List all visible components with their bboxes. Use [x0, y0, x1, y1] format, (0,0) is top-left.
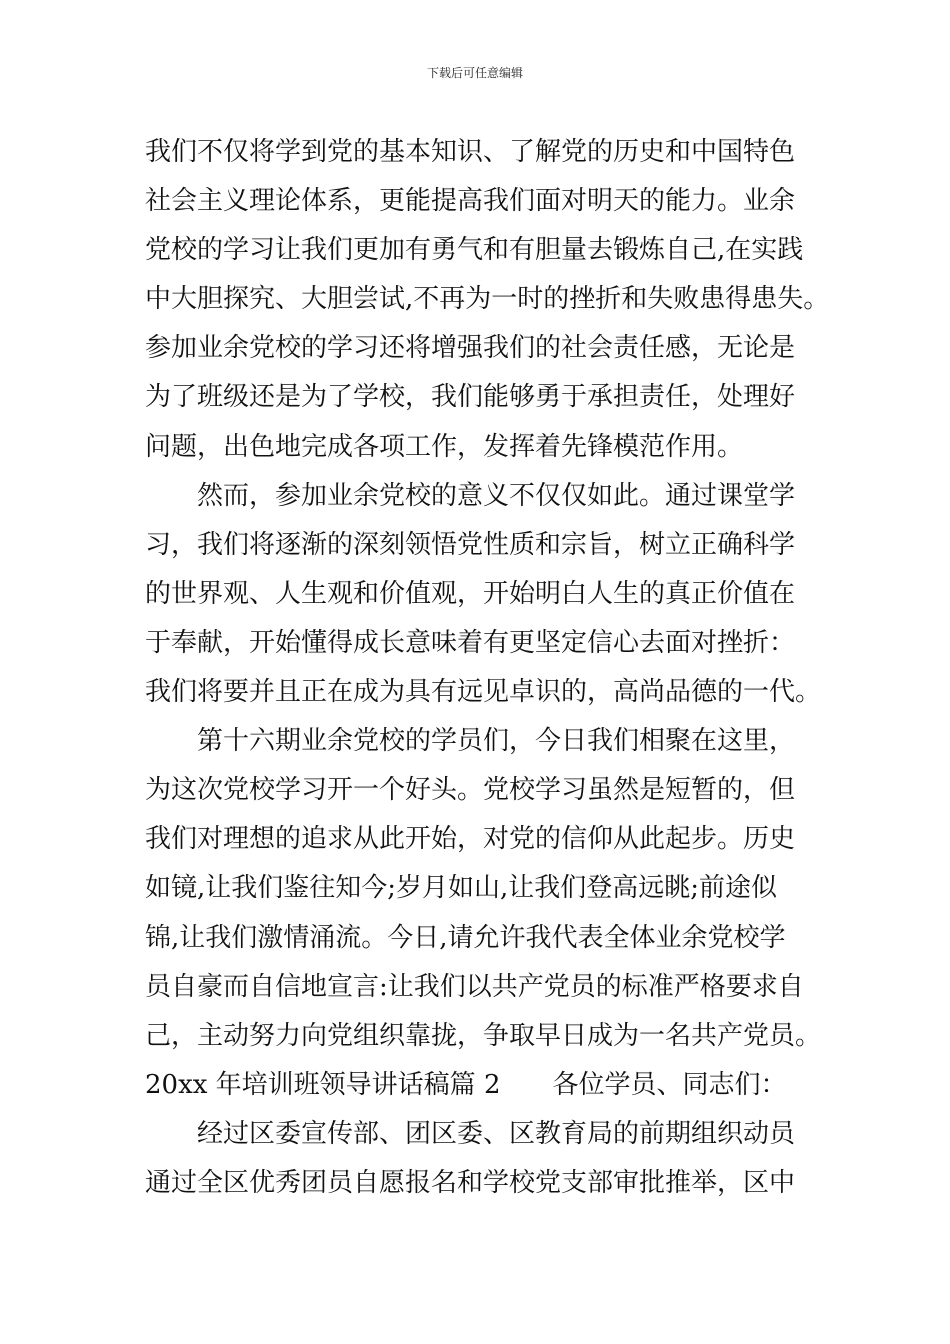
- text-line: 问题，出色地完成各项工作，发挥着先锋模范作用。: [145, 431, 744, 462]
- text-line: 我们将要并且正在成为具有远见卓识的，高尚品德的一代。: [145, 677, 822, 708]
- text-line: 为了班级还是为了学校，我们能够勇于承担责任，处理好: [145, 382, 796, 413]
- text-line: 于奉献，开始懂得成长意味着有更坚定信心去面对挫折：: [145, 627, 796, 658]
- text-line: 我们不仅将学到党的基本知识、了解党的历史和中国特色: [145, 137, 796, 167]
- text-line: 党校的学习让我们更加有勇气和有胆量去锻炼自己,在实践: [145, 235, 804, 266]
- text-line: 员自豪而自信地宣言:让我们以共产党员的标准严格要求自: [145, 971, 804, 1002]
- page-header: 下载后可任意编辑: [426, 66, 523, 80]
- text-line: 如镜,让我们鉴往知今;岁月如山,让我们登高远眺;前途似: [145, 873, 778, 904]
- text-line: 为这次党校学习开一个好头。党校学习虽然是短暂的，但: [145, 775, 796, 806]
- paragraph-start-line: 经过区委宣传部、团区委、区教育局的前期组织动员: [197, 1118, 796, 1149]
- text-line: 习，我们将逐渐的深刻领悟党性质和宗旨，树立正确科学: [145, 529, 796, 560]
- paragraph-start-line: 第十六期业余党校的学员们，今日我们相聚在这里，: [197, 726, 796, 757]
- text-line: 通过全区优秀团员自愿报名和学校党支部审批推举，区中: [145, 1167, 796, 1198]
- text-line: 中大胆探究、大胆尝试,不再为一时的挫折和失败患得患失。: [145, 284, 830, 315]
- text-line: 社会主义理论体系，更能提高我们面对明天的能力。业余: [145, 186, 796, 217]
- section-title-line: 20xx 年培训班领导讲话稿篇 2 各位学员、同志们：: [145, 1069, 787, 1100]
- text-line: 我们对理想的追求从此开始，对党的信仰从此起步。历史: [145, 824, 796, 855]
- paragraph-start-line: 然而，参加业余党校的意义不仅仅如此。通过课堂学: [197, 480, 796, 511]
- text-line: 己，主动努力向党组织靠拢，争取早日成为一名共产党员。: [145, 1020, 822, 1051]
- document-body: [145, 128, 830, 1208]
- text-line: 锦,让我们激情涌流。今日,请允许我代表全体业余党校学: [145, 922, 786, 953]
- text-line: 的世界观、人生观和价值观，开始明白人生的真正价值在: [145, 578, 796, 609]
- text-line: 参加业余党校的学习还将增强我们的社会责任感，无论是: [145, 333, 796, 364]
